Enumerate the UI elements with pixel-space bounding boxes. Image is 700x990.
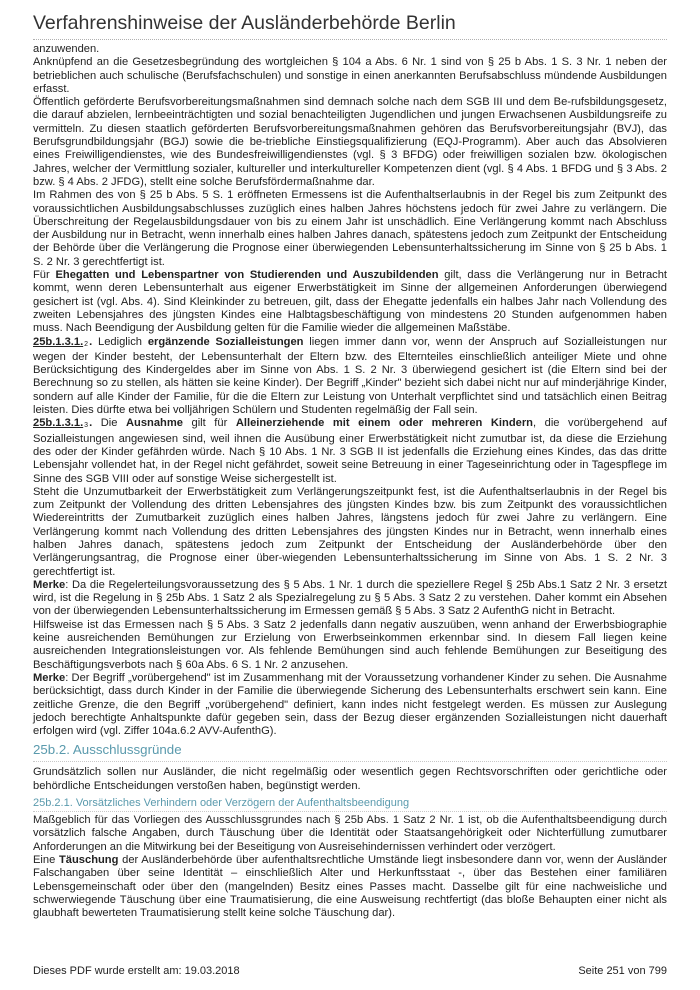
creation-date: Dieses PDF wurde erstellt am: 19.03.2018 [33, 965, 240, 977]
bold-text: Ehegatten und Lebenspartner von Studierenden und Auszubildenden [55, 269, 439, 282]
bold-text: Ausnahme [125, 417, 183, 430]
bold-text: Täuschung [59, 853, 119, 866]
section-heading: 25b.2. Ausschlussgründe [33, 741, 667, 762]
bold-text: Alleinerziehende mit einem oder mehreren Kindern [235, 417, 533, 430]
text: gilt, dass die Verlängerung nur in Betracht kommt, wenn deren Lebensunterhalt aus eigener Erwerbstätigkeit im Sinne der allgemeinen Anforderungen überwiegend gesichert ist (vgl. Abs. 4). Sind Kleinkinder zu betreuen, gilt, dass der Ehegatte jedenfalls ein halbes Jahr nach Vollendung des zweiten Lebensjahres des jüngsten Kindes eine Halbtagsbeschäftigung von mindestens 20 Stunden aufgenommen haben muss. Nach Beendigung der Ausbildung gelten für die Familie wieder die allgemeinen Maßstäbe. [33, 269, 667, 335]
document-body [33, 43, 667, 920]
page-title: Verfahrenshinweise der Ausländerbehörde Berlin [33, 12, 456, 34]
section-reference: 25b.1.3.1. [33, 417, 84, 430]
paragraph [33, 417, 667, 485]
paragraph: Steht die Unzumutbarkeit der Erwerbstätigkeit zum Verlängerungszeitpunkt fest, ist die Aufenthaltserlaubnis in der Regel bis zum Zeitpunkt der Vollendung des dritten Lebensjahres des jüngsten Kindes bzw. bis zum Zeitpunkt des voraussichtlichen Wiedereintritts der Zumutbarkeit zuzüglich eines halben Jahres, längstens jedoch für zwei Jahre zu verlängern. Eine Verlängerung kommt nach Vollendung des dritten Lebensjahres des jüngsten Kindes nur in Betracht, wenn innerhalb eines halben Jahres danach, spätestens jedoch zum Zeitpunkt der Entscheidung der Ausländerbehörde über den Verlängerungsantrag, die Prognose einer über-wiegenden Lebensunterhaltssicherung im Sinne von Abs. 1 S. 2 Nr. 3 gerechtfertigt ist. [33, 485, 667, 578]
text: , die vorübergehend auf Sozialleistungen angewiesen sind, weil ihnen die Ausübung einer Erwerbstätigkeit nicht zumutbar ist, da diese die Erziehung des oder der Kinder gefährden würde. Nach § 10 Abs. 1 Nr. 3 SGB II ist jedenfalls die Erziehung eines Kindes, das das dritte Lebensjahr vollendet hat, in der Regel nicht gefährdet, soweit seine Betreuung in einer Tageseinrichtung oder in Tagespflege im Sinne des SGB VIII oder auf sonstige Weise sichergestellt ist. [33, 417, 668, 485]
reference-dot: . [89, 335, 93, 348]
paragraph: Anknüpfend an die Gesetzesbegründung des wortgleichen § 104 a Abs. 6 Nr. 1 sind von § 25 b Abs. 1 S. 3 Nr. 1 neben der betrieblichen auch schulische (Berufsfachschulen) und sonstige in einen anerkannten Berufsabschluss mündende Ausbildungen erfasst. [33, 56, 667, 95]
paragraph [33, 672, 667, 738]
section-reference: 25b.1.3.1. [33, 335, 84, 348]
footnote-marker: 3 [84, 422, 89, 430]
paragraph: Hilfsweise ist das Ermessen nach § 5 Abs. 3 Satz 2 jedenfalls dann negativ auszuüben, wenn anhand der Erwerbsbiographie keine ausreichenden Bemühungen zur Erzielung von Erwerbseinkommen erkennbar sind. In diesem Fall liegen keine ausreichenden Integrationsleistungen vor. Als fehlende Bemühungen sind auch fehlende Bemühungen zur Beseitigung des Beschäftigungsverbots nach § 60a Abs. 6 S. 1 Nr. 2 anzusehen. [33, 618, 667, 671]
paragraph [33, 336, 667, 418]
text: Lediglich [92, 335, 148, 348]
text: Für [33, 269, 56, 282]
page-header [33, 10, 667, 40]
text: : Da die Regelerteilungsvoraussetzung des § 5 Abs. 1 Nr. 1 durch die speziellere Regel § 25b Abs.1 Satz 2 Nr. 3 ersetzt wird, ist die Regelung in § 25b Abs. 1 Satz 2 als Spezialregelung zu § 5 Abs. 3 Satz 2 zu verstehen. Daher kommt ein Absehen von der überwiegenden Lebensunterhaltssicherung im Ermessen gemäß § 5 Abs. 3 Satz 2 AufenthG nicht in Betracht. [33, 578, 667, 618]
text: Eine [33, 853, 59, 866]
text: : Der Begriff „vorübergehend" ist im Zusammenhang mit der Voraussetzung vorhandener Kinder zu sehen. Die Ausnahme berücksichtigt, dass durch Kinder in der Familie die überwiegende Sicherung des Lebensunterhalts erschwert sein kann. Eine zeitliche Grenze, die den Begriff „vorübergehend" definiert, kann indes nicht festgelegt werden. Es müssen zur Auslegung jedoch berechtigte Anhaltspunkte dafür gegeben sein, dass der Bezug dieser ergänzenden Sozialleistungen nicht dauerhaft erfolgen wird (vgl. Ziffer 104a.6.2 AVV-AufenthG). [33, 671, 667, 738]
paragraph [33, 579, 667, 619]
bold-text: Merke [33, 578, 66, 591]
paragraph: Öffentlich geförderte Berufsvorbereitungsmaßnahmen sind demnach solche nach dem SGB III und dem Be-rufsbildungsgesetz, die darauf abzielen, lernbeeinträchtigten und sozial benachteiligten Jugendlichen und jungen Erwachsenen Ausbildungsreife zu vermitteln. Zu diesen staatlich geförderten Berufsvorbereitungsmaßnahmen gehören das Berufsvorbereitungsjahr (BVJ), das Berufsgrundbildungsjahr (BGJ) sowie die be-triebliche Einstiegsqualifizierung (EQJ-Programm). Aber auch das Absolvieren eines Freiwilligendienstes, wie des Bundesfreiwilligendienstes (vgl. § 3 BFDG) oder freiwilligen sozialen bzw. ökologischen Jahres, welcher der Vermittlung sozialer, kultureller und interkultureller Kompetenzen dient (vgl. § 4 Abs. 1 BFDG und § 3 Abs. 2 bzw. § 4 Abs. 2 JFDG), stellt eine solche Berufsfördermaßnahme dar. [33, 96, 667, 188]
page-footer [33, 965, 667, 977]
text: Die [92, 417, 126, 430]
paragraph: Im Rahmen des von § 25 b Abs. 5 S. 1 eröffneten Ermessens ist die Aufenthaltserlaubnis in der Regel bis zum Zeitpunkt des voraussichtlichen Ausbildungsabschlusses zuzüglich eines halben Jahres höchstens jedoch für zwei Jahre zu verlängern. Die Überschreitung der Regelausbildungsdauer von bis zu einem Jahr ist unschädlich. Eine Verlängerung kommt nach Abschluss der Ausbildung nur in Betracht, wenn innerhalb eines halben Jahres danach, spätestens jedoch zum Zeitpunkt der Entscheidung der Behörde über die Verlängerung die Prognose einer überwiegenden Lebensunterhaltssicherung im Sinne von § 25 b Abs. 1 S. 2 Nr. 3 gerechtfertigt ist. [33, 189, 667, 268]
page-number: Seite 251 von 799 [578, 965, 667, 977]
paragraph [33, 854, 667, 920]
text: gilt für [182, 417, 236, 430]
text: der Ausländerbehörde über aufenthaltsrechtliche Umstände liegt insbesondere dann vor, wenn der Ausländer Falschangaben über seine Identität – einschließlich Alter und Herkunftsstaat -, über das Bestehen einer familiären Lebensgemeinschaft oder über den (mangelnden) Besitz eines Passes macht. Dasselbe gilt für eine nachweisliche und schwerwiegende Täuschung über eine Traumatisierung, die eine Ausweisung rechtfertigt (das bloße Behaupten einer nicht als glaubhaft bewerteten Traumatisierung stellt keine solche Täuschung dar). [33, 853, 667, 920]
footnote-marker: 2 [84, 340, 89, 348]
reference-dot: . [89, 417, 93, 430]
bold-text: Merke [33, 671, 66, 684]
paragraph [33, 269, 667, 335]
text: liegen immer dann vor, wenn der Anspruch auf Sozialleistungen nur wegen der Kinder besteht, der Lebensunterhalt der Eltern bzw. des Elternteiles einschließlich anteiliger Miete und ohne Berücksichtigung des Kindergeldes aber im Sinne von Abs. 1 S. 2 Nr. 3 überwiegend gesichert ist (die Eltern sind bei der Berechnung so zu stellen, als hätten sie keine Kinder). Der Begriff „Kinder" bezieht sich dabei nicht nur auf minderjährige Kinder, sondern auf alle Kinder der Familie, für die die Eltern zur Leistung von Unterhalt verpflichtet sind und tatsächlich einen Beitrag leisten. Dies dürfte etwa bei volljährigen Schülern und Studenten regelmäßig der Fall sein. [33, 335, 667, 417]
paragraph: Maßgeblich für das Vorliegen des Ausschlussgrundes nach § 25b Abs. 1 Satz 2 Nr. 1 ist, ob die Aufenthaltsbeendigung durch vorsätzlich falsche Angaben, durch Täuschung über die Identität oder Staatsangehörigkeit oder Nichterfüllung zumutbarer Anforderungen an die Mitwirkung bei der Beseitigung von Ausreisehindernissen verhindert oder verzögert. [33, 814, 667, 853]
bold-text: ergänzende Sozialleistungen [147, 335, 304, 348]
subsection-heading: 25b.2.1. Vorsätzliches Verhindern oder Verzögern der Aufenthaltsbeendigung [33, 796, 667, 812]
paragraph: anzuwenden. [33, 43, 100, 55]
paragraph: Grundsätzlich sollen nur Ausländer, die nicht regelmäßig oder wesentlich gegen Rechtsvorschriften oder gerichtliche oder behördliche Entscheidungen verstoßen haben, begünstigt werden. [33, 766, 667, 792]
